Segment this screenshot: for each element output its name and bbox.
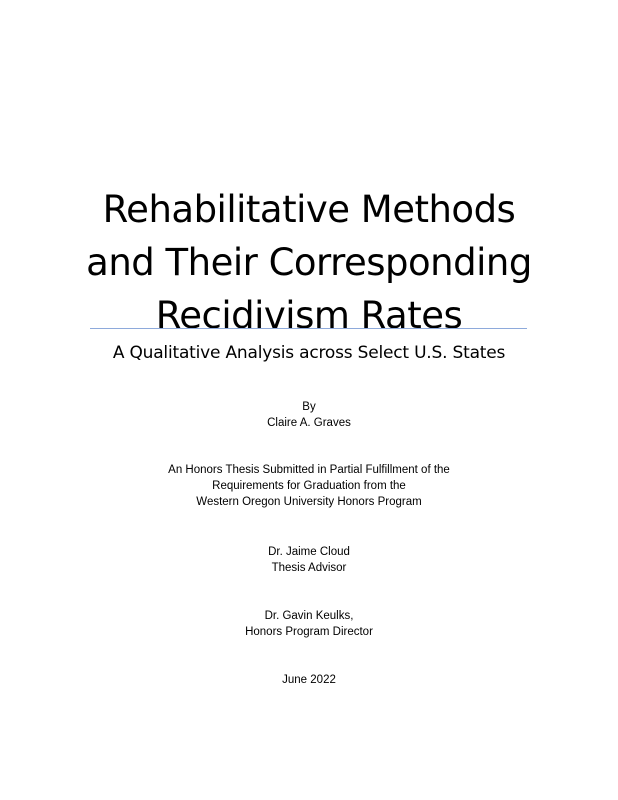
submission-line-1: An Honors Thesis Submitted in Partial Fulfillment of the [168, 464, 450, 476]
director-block [40, 608, 578, 640]
advisor-name: Dr. Jaime Cloud [268, 546, 350, 558]
date-block [40, 672, 578, 688]
thesis-title-line-2: and Their Corresponding [86, 241, 532, 284]
submission-line-2: Requirements for Graduation from the [212, 480, 406, 492]
submission-statement [40, 462, 578, 510]
thesis-subtitle: A Qualitative Analysis across Select U.S. States [112, 343, 506, 363]
thesis-title-line-3: Recidivism Rates [155, 294, 463, 337]
advisor-block [40, 544, 578, 576]
thesis-title [40, 183, 578, 342]
submission-date: June 2022 [282, 674, 336, 686]
submission-line-3: Western Oregon University Honors Program [196, 496, 422, 508]
thesis-title-line-1: Rehabilitative Methods [102, 188, 516, 231]
advisor-role: Thesis Advisor [271, 562, 347, 574]
author-block [40, 399, 578, 431]
author-name: Claire A. Graves [267, 417, 351, 429]
title-divider [90, 328, 527, 329]
by-label: By [302, 401, 316, 413]
director-name: Dr. Gavin Keulks, [264, 610, 354, 622]
director-role: Honors Program Director [245, 626, 373, 638]
